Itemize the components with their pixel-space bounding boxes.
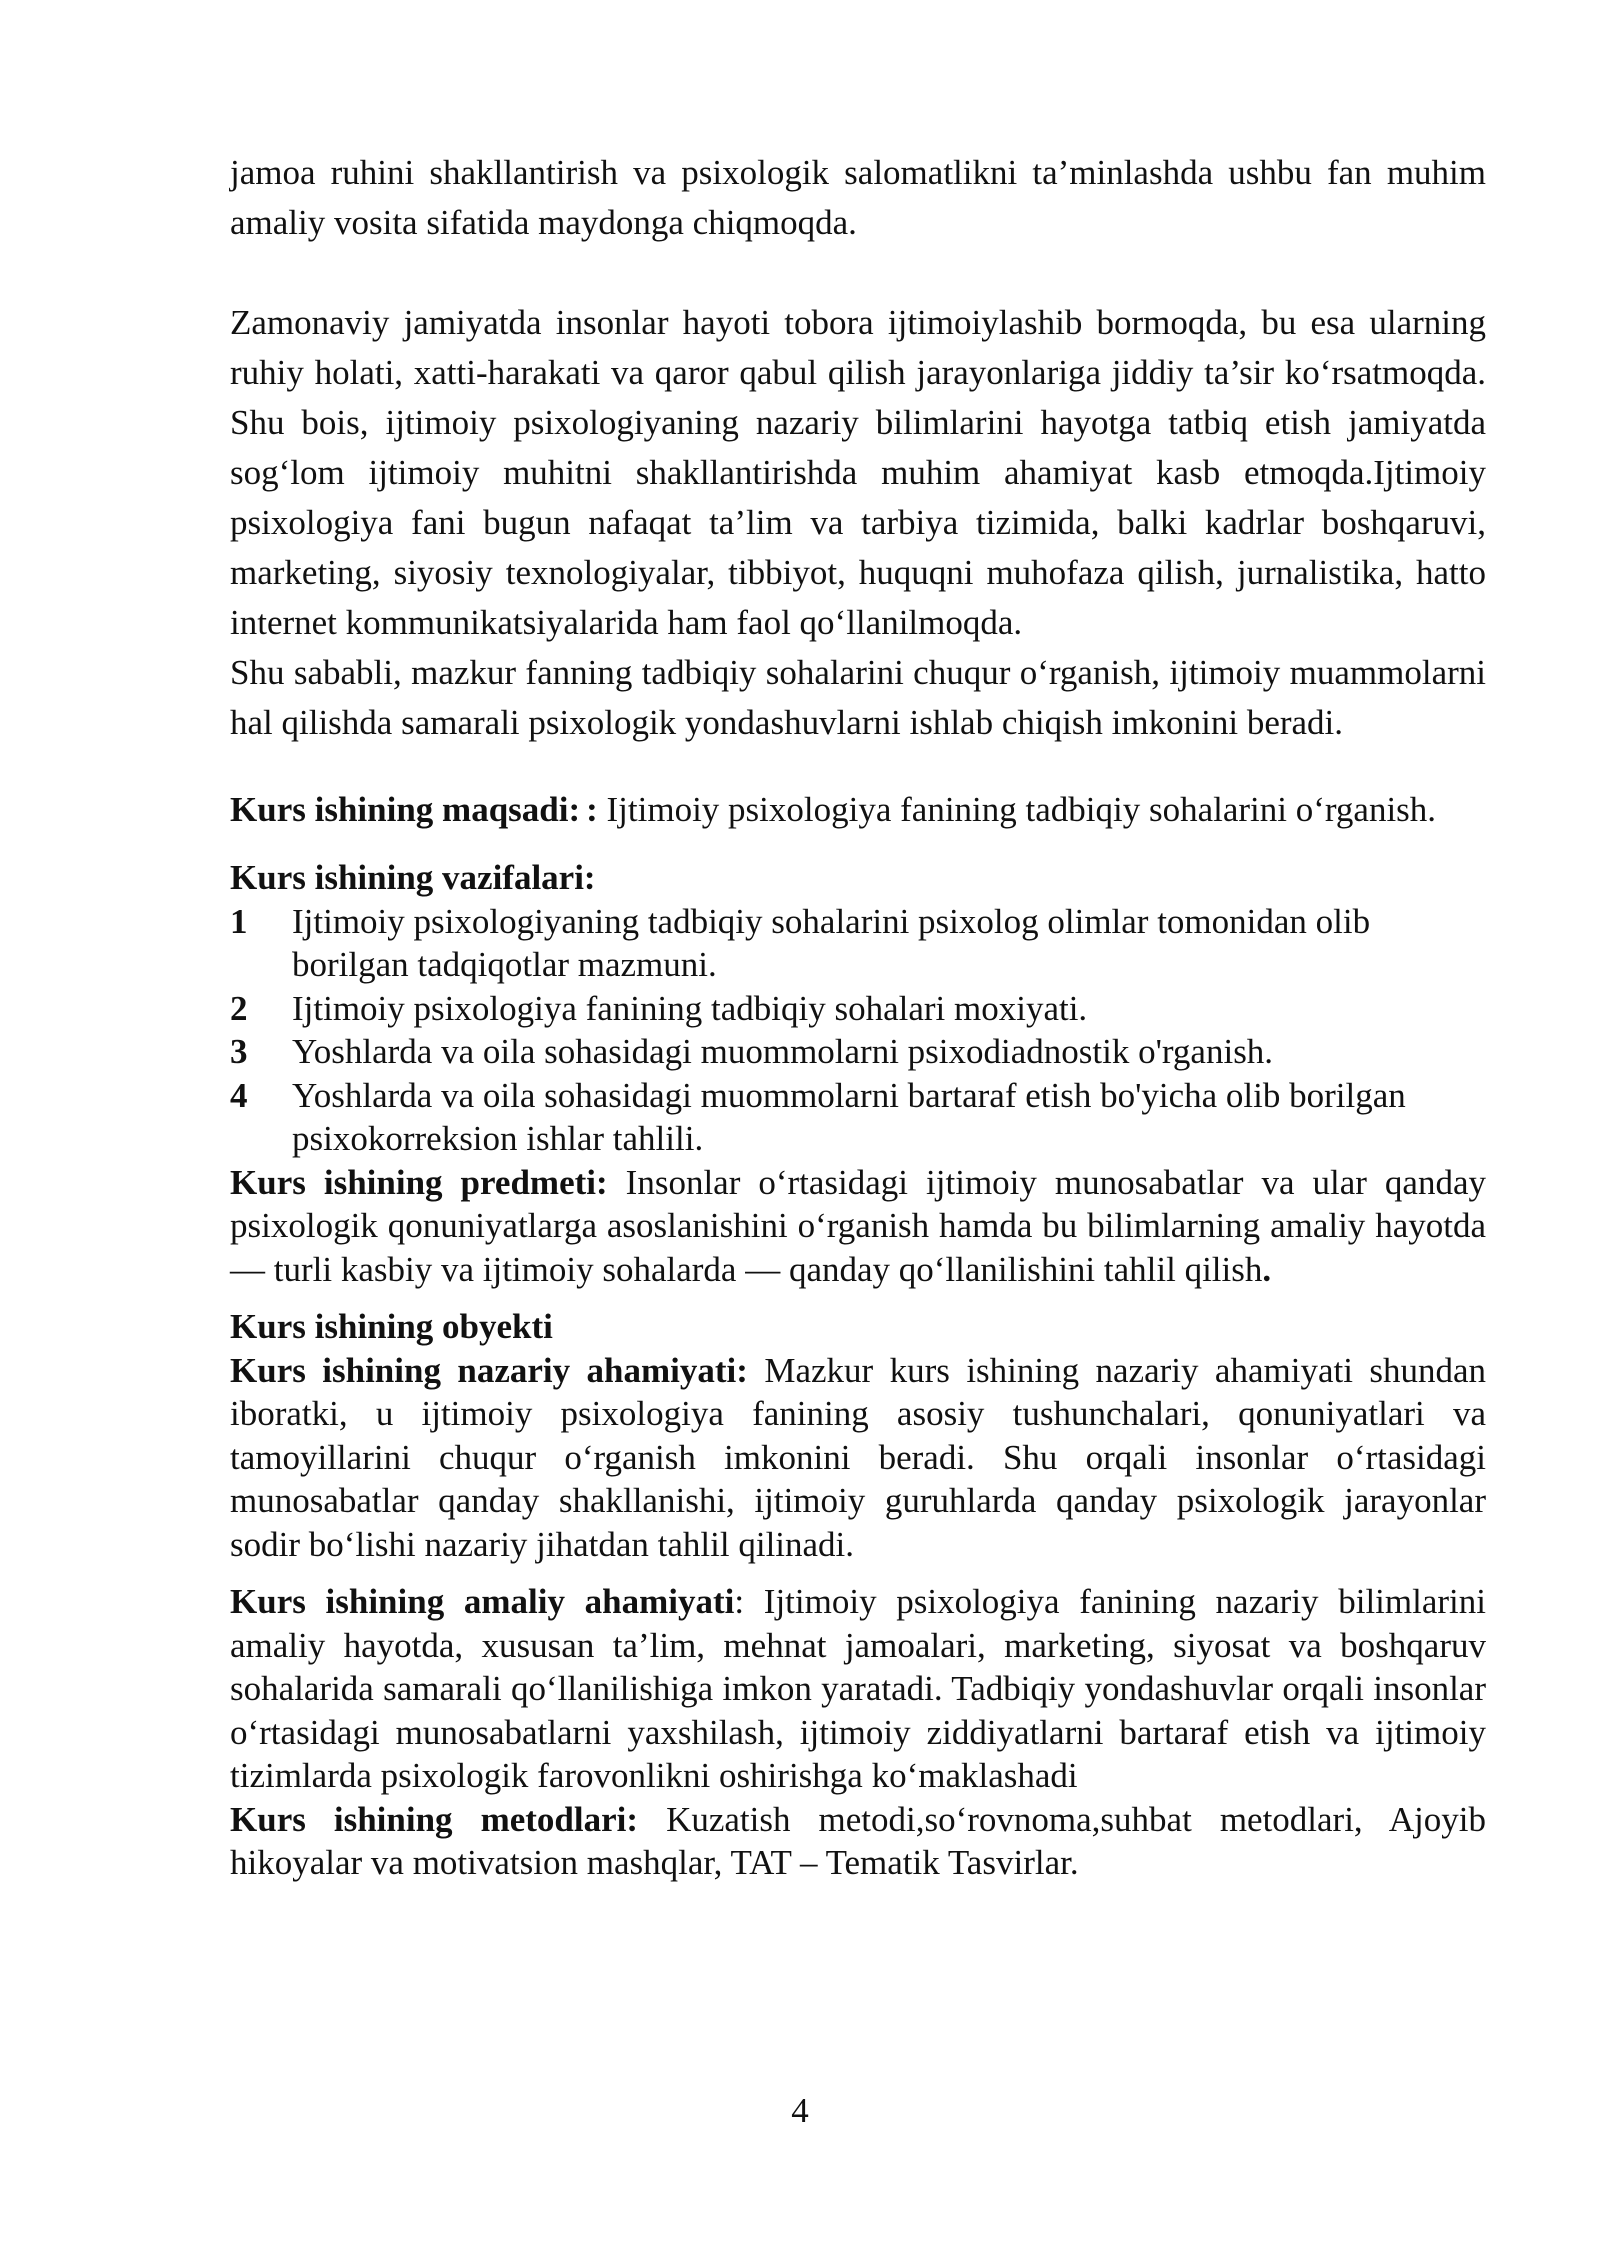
spacer	[230, 1291, 1486, 1305]
task-item	[230, 1074, 1486, 1161]
methods-label: Kurs ishining metodlari:	[230, 1799, 639, 1839]
task-text: Yoshlarda va oila sohasidagi muommolarni psixodiadnostik o'rganish.	[292, 1032, 1274, 1071]
task-item	[230, 900, 1486, 987]
subject-text: Insonlar o‘rtasidagi ijtimoiy munosabatlar va ular qanday psixologik qonuniyatlarga asoslanishini o‘rganish hamda bu bilimlarning amaliy hayotda — turli kasbiy va ijtimoiy sohalarda — qanday qo‘llanilishini tahlil qilish	[230, 1162, 1486, 1289]
practical-text: : Ijtimoiy psixologiya fanining nazariy bilimlarini amaliy hayotda, xususan ta’lim, mehnat jamoalari, marketing, siyosat va boshqaruv sohalarida samarali qo‘llanilishiga imkon yaratadi. Tadbiqiy yondashuvlar orqali insonlar o‘rtasidagi munosabatlarni yaxshilash, ijtimoiy ziddiyatlarni bartaraf etish va ijtimoiy tizimlarda psixologik farovonlikni oshirishga ko‘maklashadi	[230, 1582, 1486, 1795]
task-number: 2	[230, 988, 248, 1028]
task-text: Ijtimoiy psixologiya fanining tadbiqiy sohalari moxiyati.	[292, 988, 1088, 1028]
aim-colon: :	[586, 790, 598, 829]
paragraph-intro-end: jamoa ruhini shakllantirish va psixologik salomatlikni ta’minlashda ushbu fan muhim amaliy vosita sifatida maydonga chiqmoqda.	[230, 153, 1486, 242]
theoretical-text: Mazkur kurs ishining nazariy ahamiyati shundan iboratki, u ijtimoiy psixologiya fanining asosiy tushunchalari, qonuniyatlari va tamoyillarini chuqur o‘rganish imkonini beradi. Shu orqali insonlar o‘rtasidagi munosabatlar qanday shakllanishi, ijtimoiy guruhlarda qanday psixologik jarayonlar sodir bo‘lishi nazariy jihatdan tahlil qilinadi.	[230, 1350, 1487, 1564]
tasks-list	[230, 900, 1486, 1161]
tasks-heading: Kurs ishining vazifalari:	[230, 858, 596, 897]
subject-end: .	[1262, 1249, 1272, 1289]
spacer	[230, 248, 1486, 298]
theoretical-label: Kurs ishining nazariy ahamiyati:	[230, 1350, 748, 1390]
spacer	[230, 842, 1486, 856]
aim-paragraph	[230, 778, 1486, 842]
methods-text: Kuzatish metodi,so‘rovnoma,suhbat metodlari, Ajoyib hikoyalar va motivatsion mashqlar, TAT – Tematik Tasvirlar.	[230, 1799, 1487, 1882]
subject-paragraph	[230, 1161, 1486, 1292]
theoretical-paragraph	[230, 1349, 1486, 1567]
spacer	[230, 748, 1486, 778]
task-text: Yoshlarda va oila sohasidagi muommolarni bartaraf etish bo'yicha olib borilgan psixokorreksion ishlar tahlili.	[292, 1075, 1406, 1158]
paragraph-relevance: Zamonaviy jamiyatda insonlar hayoti tobora ijtimoiylashib bormoqda, bu esa ularning ruhiy holati, xatti-harakati va qaror qabul qilish jarayonlariga jiddiy ta’sir ko‘rsatmoqda. Shu bois, ijtimoiy psixologiyaning nazariy bilimlarini hayotga tatbiq etish jamiyatda sog‘lom ijtimoiy muhitni shakllantirishda muhim ahamiyat kasb etmoqda.Ijtimoiy psixologiya fani bugun nafaqat ta’lim va tarbiya tizimida, balki kadrlar boshqaruvi, marketing, siyosiy texnologiyalar, tibbiyot, huquqni muhofaza qilish, jurnalistika, hatto internet kommunikatsiyalarida ham faol qo‘llanilmoqda.	[230, 303, 1486, 642]
task-item	[230, 987, 1486, 1031]
object-heading: Kurs ishining obyekti	[230, 1307, 553, 1346]
methods-paragraph	[230, 1798, 1486, 1885]
paragraph-relevance-2: Shu sababli, mazkur fanning tadbiqiy sohalarini chuqur o‘rganish, ijtimoiy muammolarni hal qilishda samarali psixologik yondashuvlarni ishlab chiqish imkonini beradi.	[230, 653, 1486, 742]
aim-label: Kurs ishining maqsadi:	[230, 790, 581, 829]
page-number: 4	[791, 2091, 809, 2130]
spacer	[230, 1566, 1486, 1580]
task-number: 3	[230, 1032, 248, 1071]
task-number: 4	[230, 1075, 248, 1115]
practical-label: Kurs ishining amaliy ahamiyati	[230, 1582, 735, 1621]
task-number: 1	[230, 901, 248, 941]
task-text: Ijtimoiy psixologiyaning tadbiqiy sohalarini psixolog olimlar tomonidan olib borilgan tadqiqotlar mazmuni.	[292, 901, 1371, 984]
task-item	[230, 1030, 1486, 1074]
practical-paragraph	[230, 1580, 1486, 1798]
subject-label: Kurs ishining predmeti:	[230, 1162, 608, 1202]
aim-text: Ijtimoiy psixologiya fanining tadbiqiy sohalarini o‘rganish.	[606, 790, 1437, 829]
